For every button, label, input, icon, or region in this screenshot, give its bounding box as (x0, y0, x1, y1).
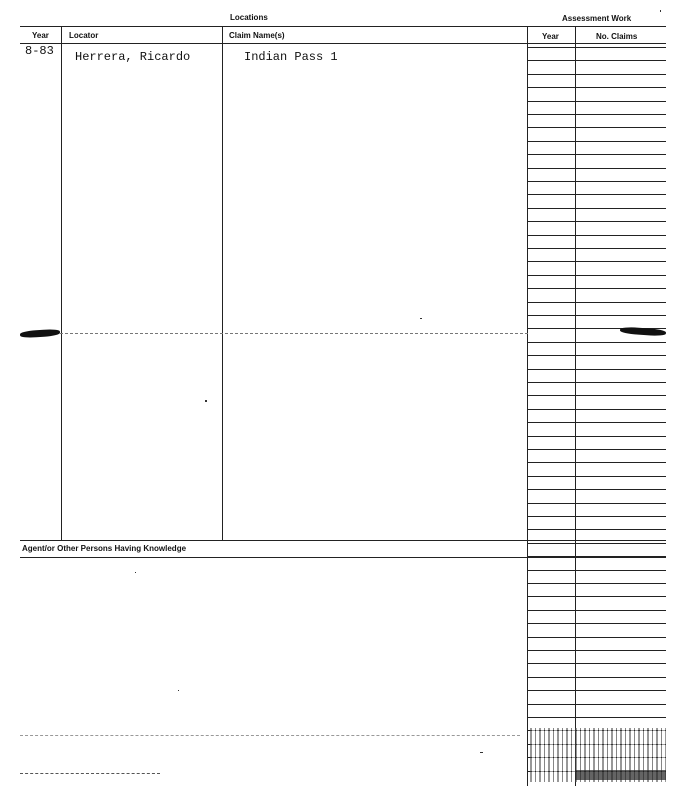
divider-aw-year-claims (575, 26, 576, 786)
assessment-work-row-line (527, 382, 666, 383)
assessment-work-row-line (527, 436, 666, 437)
assessment-work-row-line (527, 369, 666, 370)
assessment-work-row-line (527, 610, 666, 611)
assessment-work-row-line (527, 154, 666, 155)
col-header-no-claims: No. Claims (596, 32, 638, 41)
assessment-work-row-line (527, 194, 666, 195)
header-bottom-rule (20, 43, 666, 44)
assessment-work-row-line (527, 261, 666, 262)
assessment-work-row-line (527, 235, 666, 236)
assessment-work-row-line (527, 462, 666, 463)
agent-bottom-rule (20, 557, 666, 558)
fold-line (60, 333, 528, 334)
assessment-work-row-line (527, 395, 666, 396)
assessment-work-row-line (527, 409, 666, 410)
assessment-work-row-line (527, 596, 666, 597)
assessment-work-row-line (527, 422, 666, 423)
assessment-work-row-line (527, 181, 666, 182)
speck (205, 400, 207, 402)
assessment-work-row-line (527, 650, 666, 651)
agent-label: Agent/or Other Persons Having Knowledge (22, 544, 187, 553)
assessment-work-row-line (527, 47, 666, 48)
assessment-work-row-line (527, 556, 666, 557)
entry-locator: Herrera, Ricardo (75, 50, 191, 64)
assessment-work-row-line (527, 141, 666, 142)
speck (178, 690, 179, 691)
speck (480, 752, 483, 753)
assessment-work-row-line (527, 168, 666, 169)
agent-top-rule (20, 540, 666, 541)
assessment-work-row-line (527, 248, 666, 249)
assessment-work-row-line (527, 623, 666, 624)
assessment-work-row-line (527, 516, 666, 517)
col-header-locator: Locator (69, 31, 99, 40)
col-header-claim-names: Claim Name(s) (229, 31, 285, 40)
assessment-work-row-line (527, 583, 666, 584)
assessment-work-row-line (527, 114, 666, 115)
entry-claim-name: Indian Pass 1 (244, 50, 338, 64)
assessment-work-row-line (527, 690, 666, 691)
assessment-work-row-line (527, 543, 666, 544)
assessment-work-row-line (527, 717, 666, 718)
col-header-year: Year (32, 31, 49, 40)
assessment-work-row-line (527, 476, 666, 477)
entry-year: 8-83 (25, 44, 54, 58)
speck (135, 572, 136, 573)
scan-line-lower (20, 735, 520, 736)
divider-locator-claim (222, 26, 223, 540)
scan-line-bottom (20, 773, 160, 774)
speck (420, 318, 422, 319)
scan-noise-bar (575, 770, 666, 780)
assessment-work-row-line (527, 663, 666, 664)
assessment-work-row-line (527, 127, 666, 128)
assessment-work-row-line (527, 637, 666, 638)
assessment-work-row-line (527, 275, 666, 276)
assessment-work-heading: Assessment Work (562, 14, 632, 23)
assessment-work-row-line (527, 101, 666, 102)
assessment-work-row-line (527, 503, 666, 504)
assessment-work-row-line (527, 208, 666, 209)
assessment-work-row-line (527, 529, 666, 530)
assessment-work-row-line (527, 60, 666, 61)
assessment-work-row-line (527, 315, 666, 316)
assessment-work-row-line (527, 449, 666, 450)
assessment-work-row-line (527, 302, 666, 303)
col-header-aw-year: Year (542, 32, 559, 41)
assessment-work-row-line (527, 87, 666, 88)
divider-year-locator (61, 26, 62, 540)
locations-heading: Locations (230, 13, 268, 22)
assessment-work-row-line (527, 288, 666, 289)
assessment-work-row-line (527, 342, 666, 343)
assessment-work-row-line (527, 355, 666, 356)
assessment-work-row-line (527, 677, 666, 678)
header-top-rule (20, 26, 666, 27)
margin-mark-left (20, 329, 60, 339)
speck (660, 10, 661, 12)
assessment-work-row-line (527, 570, 666, 571)
assessment-work-row-line (527, 489, 666, 490)
assessment-work-row-line (527, 221, 666, 222)
assessment-work-row-line (527, 74, 666, 75)
divider-claim-aw (527, 26, 528, 786)
assessment-work-row-line (527, 704, 666, 705)
